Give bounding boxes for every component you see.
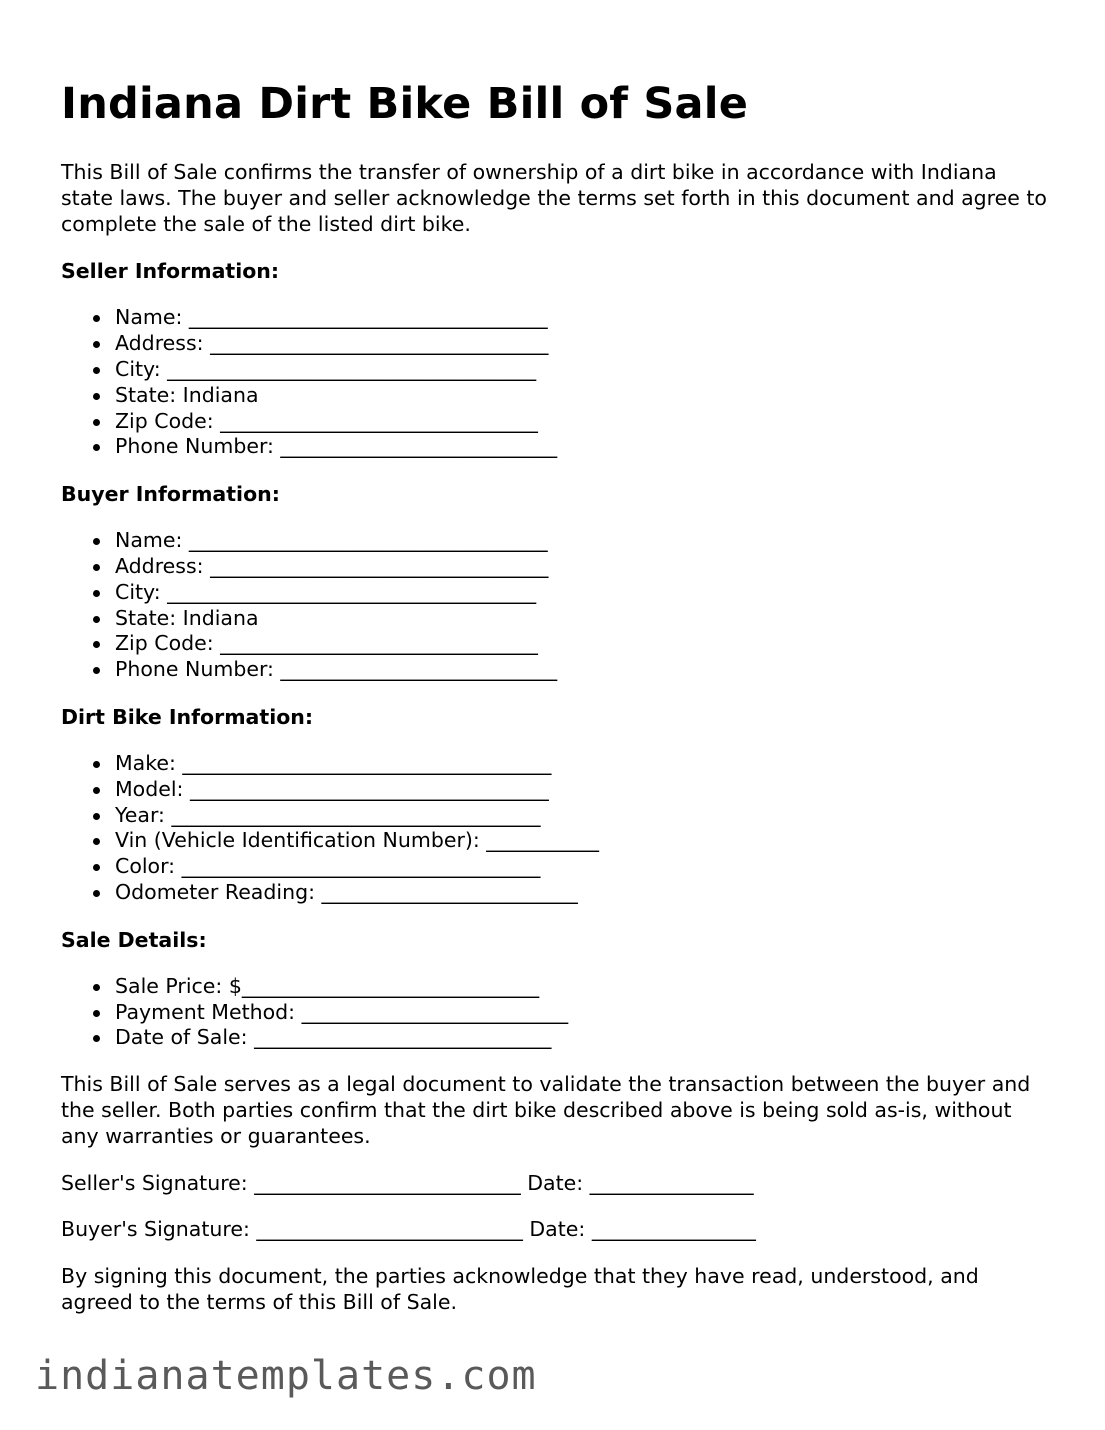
bike-model-field: Model: ___________________________________ — [115, 777, 1051, 803]
page-title: Indiana Dirt Bike Bill of Sale — [61, 79, 749, 129]
seller-signature-line: Seller's Signature: __________________________ Date: ________________ — [61, 1170, 754, 1195]
bike-make-field: Make: ____________________________________ — [115, 751, 1051, 777]
seller-zip-field: Zip Code: _______________________________ — [115, 409, 1051, 435]
seller-phone-field: Phone Number: ___________________________ — [115, 434, 1051, 460]
bike-heading: Dirt Bike Information: — [61, 704, 314, 729]
seller-state-field: State: Indiana — [115, 383, 1051, 409]
document — [61, 72, 1051, 1316]
buyer-phone-field: Phone Number: ___________________________ — [115, 657, 1051, 683]
buyer-zip-field: Zip Code: _______________________________ — [115, 631, 1051, 657]
sale-heading: Sale Details: — [61, 927, 207, 952]
seller-list — [61, 305, 1051, 460]
payment-method-field: Payment Method: __________________________ — [115, 1000, 1051, 1026]
sale-list — [61, 974, 1051, 1051]
buyer-name-field: Name: ___________________________________ — [115, 528, 1051, 554]
buyer-heading: Buyer Information: — [61, 482, 280, 507]
buyer-list — [61, 528, 1051, 683]
watermark: indianatemplates.com — [35, 1353, 537, 1399]
seller-name-field: Name: ___________________________________ — [115, 305, 1051, 331]
bike-color-field: Color: ___________________________________ — [115, 854, 1051, 880]
bike-year-field: Year: ____________________________________ — [115, 803, 1051, 829]
seller-heading: Seller Information: — [61, 259, 280, 284]
buyer-address-field: Address: _________________________________ — [115, 554, 1051, 580]
seller-address-field: Address: _________________________________ — [115, 331, 1051, 357]
bike-vin-field: Vin (Vehicle Identification Number): ___________ — [115, 828, 1051, 854]
bike-odometer-field: Odometer Reading: _________________________ — [115, 880, 1051, 906]
buyer-city-field: City: ____________________________________ — [115, 580, 1051, 606]
sale-price-field: Sale Price: $_____________________________ — [115, 974, 1051, 1000]
seller-city-field: City: ____________________________________ — [115, 357, 1051, 383]
intro-paragraph: This Bill of Sale confirms the transfer of ownership of a dirt bike in accordance with Indiana state laws. The buyer and seller acknowledge the terms set forth in this document and agree to complete the sale of the listed dirt bike. — [61, 160, 1047, 236]
buyer-state-field: State: Indiana — [115, 606, 1051, 632]
bike-list — [61, 751, 1051, 906]
buyer-signature-line: Buyer's Signature: __________________________ Date: ________________ — [61, 1217, 756, 1242]
final-paragraph: By signing this document, the parties acknowledge that they have read, understood, and agreed to the terms of this Bill of Sale. — [61, 1264, 979, 1314]
closing-paragraph: This Bill of Sale serves as a legal document to validate the transaction between the buyer and the seller. Both parties confirm that the dirt bike described above is being sold as-is, without any warranties or guarantees. — [61, 1072, 1031, 1148]
sale-date-field: Date of Sale: _____________________________ — [115, 1025, 1051, 1051]
